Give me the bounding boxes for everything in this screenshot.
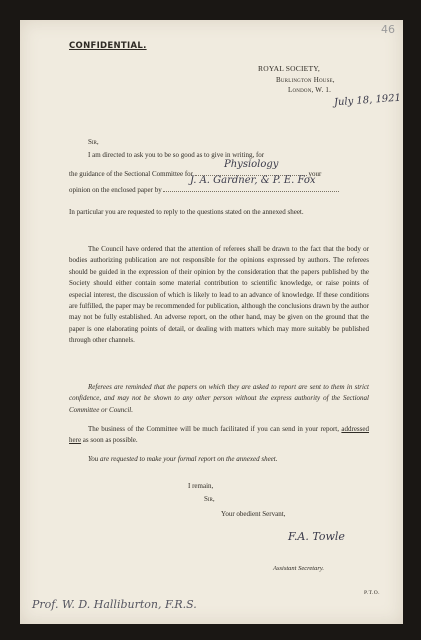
handwritten-addressee: Prof. W. D. Halliburton, F.R.S.: [32, 598, 197, 611]
pencil-page-number: 46: [381, 23, 395, 36]
closing-servant: Your obedient Servant,: [221, 510, 286, 518]
para2: [69, 207, 369, 218]
para3-text: The Council have ordered that the attention of referees shall be drawn to the fact that the body or bodies authorizing publication are not responsible for the opinions expressed by authors. The referees should be guided in the expression of their opinion by the consideration that the papers published by the Society should either contain some material contribution to scientific knowledge, or raise points of especial interest, the discussion of which is likely to lead to an advance of knowledge. If these conditions are fulfilled, the paper may be recommended for publication, although the conclusions drawn by the author may not be fully established. An adverse report, on the other hand, may be given on the ground that the paper is one elaborating points of detail, or dealing with matters which may more suitably be published through other channels.: [69, 245, 369, 345]
closing-remain: I remain,: [188, 482, 214, 490]
address-line-1: ROYAL SOCIETY,: [258, 64, 320, 73]
address-line-3: London, W. 1.: [288, 86, 332, 94]
para1-line2-end: your: [308, 170, 322, 178]
para1-text-start: I am directed to ask you to be so good as to give in writing, for: [88, 151, 265, 159]
signature-title: Assistant Secretary.: [273, 565, 325, 572]
para4-text: Referees are reminded that the papers on which they are asked to report are sent to them in strict confidence, and may not be shown to any other person without the express authority of the Sectional Committee or Council.: [69, 383, 369, 414]
para3: [69, 244, 369, 347]
handwritten-date: July 18, 1921: [333, 92, 402, 109]
para5: [69, 424, 369, 447]
para6: [69, 454, 369, 465]
para1-line1: [69, 151, 369, 159]
handwritten-authors: J. A. Gardner, & P. E. Fox: [190, 175, 316, 186]
handwritten-committee: Physiology: [224, 159, 279, 170]
closing-sir: Sir,: [204, 495, 215, 503]
para4: [69, 382, 369, 416]
para5-underlined: addressed here: [69, 425, 369, 445]
para6-text: You are requested to make your formal report on the annexed sheet.: [88, 455, 278, 463]
para1-line3-text: opinion on the enclosed paper by: [69, 186, 162, 194]
para5-text-end: as soon as possible.: [82, 436, 138, 445]
letter-page: [20, 20, 403, 624]
salutation: Sir,: [88, 138, 99, 146]
pto-mark: P.T.O.: [364, 590, 380, 596]
handwritten-signature: F.A. Towle: [288, 530, 345, 543]
address-line-2: Burlington House,: [276, 76, 335, 84]
confidential-heading: CONFIDENTIAL.: [69, 41, 147, 51]
para2-text: In particular you are requested to reply to the questions stated on the annexed sheet.: [69, 208, 304, 216]
para1-line2-text: the guidance of the Sectional Committee for: [69, 170, 194, 178]
para5-text-start: The business of the Committee will be much facilitated if you can send in your report,: [88, 425, 339, 433]
